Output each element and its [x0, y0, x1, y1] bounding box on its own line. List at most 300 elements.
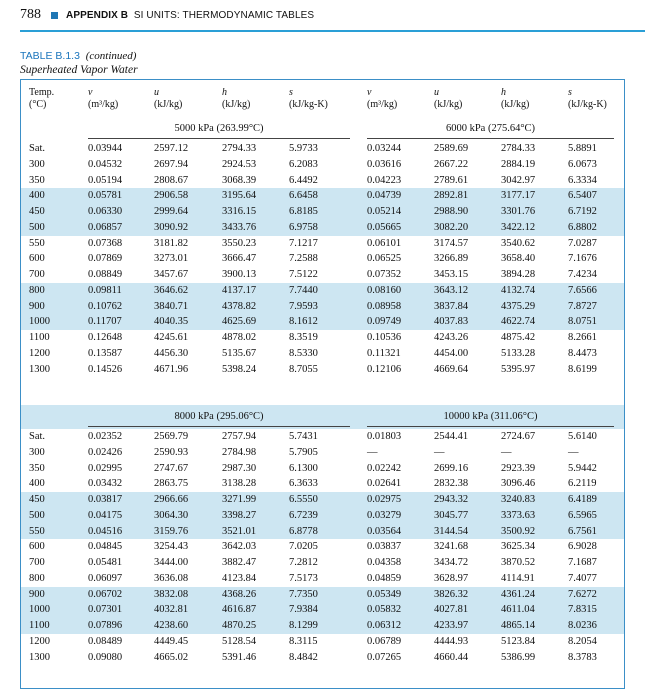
table-cell: 0.09080: [88, 651, 123, 663]
table-cell: 0.05665: [367, 221, 402, 233]
table-row: [21, 526, 624, 542]
table-cell: 4456.30: [154, 347, 189, 359]
table-cell: 7.5122: [289, 269, 318, 280]
header-unit: (kJ/kg-K): [289, 99, 328, 110]
header-symbol: u: [434, 87, 439, 98]
table-cell: 6.8778: [289, 525, 318, 537]
table-cell: 6.9028: [568, 541, 597, 553]
table-cell: 3177.17: [501, 190, 536, 202]
table-cell: 1200: [29, 635, 50, 647]
table-row: [21, 620, 624, 636]
table-cell: 3254.43: [154, 541, 189, 553]
table-cell: 0.07368: [88, 237, 123, 249]
table-cell: 0.05214: [367, 206, 402, 217]
table-cell: 3090.92: [154, 221, 189, 233]
table-cell: 3042.97: [501, 174, 536, 186]
table-cell: —: [568, 446, 579, 458]
table-cell: 450: [29, 206, 45, 217]
table-cell: 3271.99: [222, 494, 257, 505]
table-cell: 0.05349: [367, 588, 402, 600]
table-cell: 7.0205: [289, 541, 318, 553]
table-cell: 5.8891: [568, 143, 597, 154]
table-cell: 900: [29, 300, 45, 312]
table-cell: 500: [29, 509, 45, 521]
table-row: [21, 143, 624, 159]
table-cell: 2924.53: [222, 158, 257, 170]
table-cell: 3457.67: [154, 269, 189, 280]
table-cell: 550: [29, 237, 45, 249]
table-cell: 6.7239: [289, 509, 318, 521]
table-cell: 7.1217: [289, 237, 318, 249]
header-rule: [20, 30, 645, 32]
table-cell: 2747.67: [154, 462, 189, 474]
table-cell: 0.03944: [88, 143, 123, 154]
header-temp-unit: (°C): [29, 99, 47, 110]
table-cell: 2943.32: [434, 494, 469, 505]
table-cell: 2808.67: [154, 174, 189, 186]
table-cell: 2906.58: [154, 190, 189, 202]
table-cell: 0.04516: [88, 525, 123, 537]
table-row: [21, 636, 624, 652]
table-cell: 2757.94: [222, 431, 257, 442]
table-cell: 4361.24: [501, 588, 536, 600]
table-cell: 7.1687: [568, 557, 597, 568]
table-cell: 7.8315: [568, 604, 597, 616]
steam-table: [20, 79, 625, 689]
table-cell: 0.02975: [367, 494, 402, 505]
table-cell: 3316.15: [222, 206, 257, 217]
table-cell: 3550.23: [222, 237, 257, 249]
table-cell: 3064.30: [154, 509, 189, 521]
table-cell: 0.03432: [88, 478, 123, 490]
table-cell: 0.07265: [367, 651, 402, 663]
table-cell: 6.8802: [568, 221, 597, 233]
table-cell: 3643.12: [434, 284, 469, 296]
table-cell: 3373.63: [501, 509, 536, 521]
table-cell: 2724.67: [501, 431, 536, 442]
table-cell: 8.2661: [568, 332, 597, 343]
table-cell: —: [367, 446, 378, 458]
table-continued: (continued): [85, 50, 137, 62]
table-cell: 3628.97: [434, 572, 469, 584]
table-cell: 0.05194: [88, 174, 123, 186]
header-symbol: h: [222, 87, 227, 98]
table-cell: 5391.46: [222, 651, 257, 663]
table-cell: 0.02995: [88, 462, 123, 474]
table-cell: 300: [29, 446, 45, 458]
table-cell: 300: [29, 158, 45, 170]
table-cell: 0.07301: [88, 604, 123, 616]
table-cell: 0.08160: [367, 284, 402, 296]
table-label: [20, 50, 136, 62]
appendix-title: SI UNITS: THERMODYNAMIC TABLES: [133, 9, 315, 21]
table-cell: 550: [29, 525, 45, 537]
table-cell: 0.02641: [367, 478, 402, 490]
table-cell: 2789.61: [434, 174, 469, 186]
table-cell: Sat.: [29, 143, 46, 154]
table-cell: 3138.28: [222, 478, 257, 490]
header-unit: (kJ/kg): [154, 99, 183, 110]
table-cell: 0.06857: [88, 221, 123, 233]
header-temp: Temp.: [29, 87, 55, 98]
section-right-rule: [367, 138, 614, 139]
section-left-rule: [88, 138, 350, 139]
table-cell: 0.10536: [367, 332, 402, 343]
table-cell: 4671.96: [154, 363, 189, 375]
table-cell: 0.08489: [88, 635, 123, 647]
table-cell: 4870.25: [222, 620, 257, 631]
table-cell: 1100: [29, 620, 50, 631]
table-cell: 0.03564: [367, 525, 402, 537]
table-cell: 3181.82: [154, 237, 189, 249]
table-cell: 2589.69: [434, 143, 469, 154]
table-cell: 3082.20: [434, 221, 469, 233]
page-number: 788: [20, 7, 41, 22]
table-row: [21, 238, 624, 254]
header-unit: (m³/kg): [367, 99, 398, 110]
table-cell: 8.5330: [289, 347, 318, 359]
table-cell: 4233.97: [434, 620, 469, 631]
table-row: [21, 316, 624, 332]
header-symbol: u: [154, 87, 159, 98]
table-cell: 700: [29, 269, 45, 280]
table-cell: 0.10762: [88, 300, 123, 312]
table-cell: 8.0236: [568, 620, 597, 631]
table-cell: 6.4189: [568, 494, 597, 505]
table-cell: 7.5173: [289, 572, 318, 584]
table-row: [21, 463, 624, 479]
header-unit: (kJ/kg): [434, 99, 463, 110]
table-cell: 900: [29, 588, 45, 600]
section-left-rule: [88, 426, 350, 427]
table-cell: 5135.67: [222, 347, 257, 359]
table-cell: 0.06101: [367, 237, 402, 249]
table-cell: 4449.45: [154, 635, 189, 647]
table-cell: 4865.14: [501, 620, 536, 631]
table-cell: 0.04223: [367, 174, 402, 186]
table-cell: 3625.34: [501, 541, 536, 553]
header-symbol: v: [88, 87, 93, 98]
table-cell: 3540.62: [501, 237, 536, 249]
table-cell: 7.4077: [568, 572, 597, 584]
table-cell: 1300: [29, 363, 50, 375]
header-unit: (kJ/kg-K): [568, 99, 607, 110]
table-cell: 7.6566: [568, 284, 597, 296]
table-cell: 2544.41: [434, 431, 469, 442]
table-cell: 7.2588: [289, 253, 318, 265]
header-symbol: s: [289, 87, 293, 98]
table-cell: 8.3115: [289, 635, 318, 647]
table-cell: 0.07352: [367, 269, 402, 280]
table-row: [21, 332, 624, 348]
table-cell: 0.06312: [367, 620, 402, 631]
header-unit: (kJ/kg): [222, 99, 251, 110]
table-cell: 0.05481: [88, 557, 123, 568]
table-cell: 0.04175: [88, 509, 123, 521]
table-cell: 5395.97: [501, 363, 536, 375]
table-cell: 6.7192: [568, 206, 597, 217]
table-cell: 700: [29, 557, 45, 568]
table-cell: 7.9593: [289, 300, 318, 312]
table-cell: 4243.26: [434, 332, 469, 343]
table-cell: 6.1300: [289, 462, 318, 474]
table-cell: 8.2054: [568, 635, 597, 647]
table-cell: 6.9758: [289, 221, 318, 233]
table-cell: 6.3633: [289, 478, 318, 490]
table-cell: 2784.33: [501, 143, 536, 154]
table-cell: 8.1299: [289, 620, 318, 631]
table-cell: 4454.00: [434, 347, 469, 359]
table-cell: 3658.40: [501, 253, 536, 265]
table-row: [21, 557, 624, 573]
table-cell: 0.07869: [88, 253, 123, 265]
table-cell: 0.03244: [367, 143, 402, 154]
table-cell: 4114.91: [501, 572, 535, 584]
table-cell: 4660.44: [434, 651, 469, 663]
table-cell: 1000: [29, 316, 50, 328]
table-cell: 6.0673: [568, 158, 597, 170]
table-cell: 6.2119: [568, 478, 597, 490]
table-cell: 3826.32: [434, 588, 469, 600]
table-cell: 4375.29: [501, 300, 536, 312]
table-number: TABLE B.1.3: [20, 50, 80, 62]
table-cell: 0.06789: [367, 635, 402, 647]
table-row: [21, 431, 624, 447]
table-cell: 0.03817: [88, 494, 123, 505]
table-cell: 4032.81: [154, 604, 189, 616]
table-cell: 2590.93: [154, 446, 189, 458]
table-cell: 7.7350: [289, 588, 318, 600]
table-row: [21, 159, 624, 175]
table-cell: 4137.17: [222, 284, 257, 296]
table-cell: 4665.02: [154, 651, 189, 663]
table-cell: 6.4492: [289, 174, 318, 186]
table-cell: 3500.92: [501, 525, 536, 537]
table-cell: 350: [29, 462, 45, 474]
table-cell: 4444.93: [434, 635, 469, 647]
table-cell: 4622.74: [501, 316, 536, 328]
header-symbol: v: [367, 87, 372, 98]
table-cell: 3832.08: [154, 588, 189, 600]
table-cell: 3096.46: [501, 478, 536, 490]
table-cell: 1300: [29, 651, 50, 663]
table-cell: 5.7905: [289, 446, 318, 458]
table-cell: 6.5550: [289, 494, 318, 505]
table-cell: 0.02242: [367, 462, 402, 474]
table-cell: 8.4842: [289, 651, 318, 663]
table-cell: 7.6272: [568, 588, 597, 600]
table-cell: 2966.66: [154, 494, 189, 505]
page-header: [20, 5, 314, 25]
table-cell: 3900.13: [222, 269, 257, 280]
table-cell: 3422.12: [501, 221, 536, 233]
header-square-icon: [51, 12, 58, 19]
table-cell: 0.13587: [88, 347, 123, 359]
table-cell: 0.08958: [367, 300, 402, 312]
table-subtitle: Superheated Vapor Water: [20, 64, 138, 76]
table-cell: 3398.27: [222, 509, 257, 521]
table-cell: 3301.76: [501, 206, 536, 217]
header-unit: (kJ/kg): [501, 99, 530, 110]
table-cell: 0.06330: [88, 206, 123, 217]
table-cell: 450: [29, 494, 45, 505]
table-row: [21, 541, 624, 557]
table-cell: 0.04859: [367, 572, 402, 584]
table-cell: 400: [29, 478, 45, 490]
table-cell: 6.6458: [289, 190, 318, 202]
table-cell: 7.2812: [289, 557, 318, 568]
table-cell: 4037.83: [434, 316, 469, 328]
table-cell: 0.14526: [88, 363, 123, 375]
table-cell: 0.11321: [367, 347, 401, 359]
table-cell: 3882.47: [222, 557, 257, 568]
table-cell: 5398.24: [222, 363, 257, 375]
table-cell: 5123.84: [501, 635, 536, 647]
table-cell: 6.7561: [568, 525, 597, 537]
table-cell: 1200: [29, 347, 50, 359]
table-cell: 350: [29, 174, 45, 186]
table-cell: 0.03279: [367, 509, 402, 521]
table-cell: 600: [29, 541, 45, 553]
section-right-rule: [367, 426, 614, 427]
table-cell: 7.9384: [289, 604, 318, 616]
table-cell: 3642.03: [222, 541, 257, 553]
table-cell: 0.09811: [88, 284, 122, 296]
table-cell: 6.3334: [568, 174, 597, 186]
table-cell: 2923.39: [501, 462, 536, 474]
table-cell: 3433.76: [222, 221, 257, 233]
table-cell: 0.12648: [88, 332, 123, 343]
table-cell: 0.06097: [88, 572, 123, 584]
table-cell: 3837.84: [434, 300, 469, 312]
table-cell: 0.08849: [88, 269, 123, 280]
table-cell: 0.04532: [88, 158, 123, 170]
table-cell: 600: [29, 253, 45, 265]
table-cell: 8.6199: [568, 363, 597, 375]
table-cell: 6.8185: [289, 206, 318, 217]
table-cell: 0.04845: [88, 541, 123, 553]
table-cell: 5133.28: [501, 347, 536, 359]
table-cell: 8.7055: [289, 363, 318, 375]
table-cell: 5.9442: [568, 462, 597, 474]
table-cell: 6.2083: [289, 158, 318, 170]
table-cell: —: [501, 446, 512, 458]
table-cell: 3144.54: [434, 525, 469, 537]
table-cell: 0.04358: [367, 557, 402, 568]
table-cell: 4132.74: [501, 284, 536, 296]
table-cell: 3666.47: [222, 253, 257, 265]
table-cell: 3266.89: [434, 253, 469, 265]
table-cell: 0.09749: [367, 316, 402, 328]
table-cell: 0.01803: [367, 431, 402, 442]
table-cell: 2863.75: [154, 478, 189, 490]
table-cell: 7.0287: [568, 237, 597, 249]
table-cell: 2794.33: [222, 143, 257, 154]
appendix-label: APPENDIX B: [66, 9, 129, 21]
table-cell: 7.7440: [289, 284, 318, 296]
header-unit: (m³/kg): [88, 99, 119, 110]
table-cell: 3195.64: [222, 190, 257, 202]
table-cell: 2892.81: [434, 190, 469, 202]
table-cell: 0.03616: [367, 158, 402, 170]
table-row: [21, 364, 624, 380]
table-cell: 2784.98: [222, 446, 257, 458]
table-cell: 0.07896: [88, 620, 123, 631]
table-row: [21, 222, 624, 238]
table-cell: 0.03837: [367, 541, 402, 553]
table-cell: Sat.: [29, 431, 46, 442]
table-cell: 800: [29, 572, 45, 584]
table-cell: 3045.77: [434, 509, 469, 521]
table-cell: 8.4473: [568, 347, 597, 359]
table-cell: 2597.12: [154, 143, 189, 154]
table-cell: 4878.02: [222, 332, 257, 343]
table-cell: —: [434, 446, 445, 458]
table-row: [21, 652, 624, 668]
table-cell: 800: [29, 284, 45, 296]
table-cell: 4368.26: [222, 588, 257, 600]
table-cell: 3434.72: [434, 557, 469, 568]
table-cell: 3894.28: [501, 269, 536, 280]
table-cell: 2884.19: [501, 158, 536, 170]
table-cell: 5386.99: [501, 651, 536, 663]
table-cell: 2832.38: [434, 478, 469, 490]
section-left-title: 8000 kPa (295.06°C): [174, 411, 264, 422]
table-cell: 0.06702: [88, 588, 123, 600]
table-cell: 1000: [29, 604, 50, 616]
table-cell: 0.02352: [88, 431, 123, 442]
table-cell: 4040.35: [154, 316, 189, 328]
header-symbol: s: [568, 87, 572, 98]
table-cell: 4245.61: [154, 332, 189, 343]
section-right-title: 6000 kPa (275.64°C): [445, 123, 536, 134]
table-cell: 0.05832: [367, 604, 402, 616]
table-cell: 3273.01: [154, 253, 189, 265]
table-cell: 3240.83: [501, 494, 536, 505]
table-cell: 8.0751: [568, 316, 597, 328]
table-cell: 5.7431: [289, 431, 318, 442]
table-cell: 6.5965: [568, 509, 597, 521]
header-symbol: h: [501, 87, 506, 98]
table-cell: 3521.01: [222, 525, 257, 537]
table-cell: 7.8727: [568, 300, 597, 312]
table-cell: 4625.69: [222, 316, 257, 328]
table-cell: 7.4234: [568, 269, 597, 280]
table-cell: 4378.82: [222, 300, 257, 312]
table-cell: 4123.84: [222, 572, 257, 584]
table-cell: 3636.08: [154, 572, 189, 584]
table-row: [21, 447, 624, 463]
table-cell: 4027.81: [434, 604, 469, 616]
table-cell: 5128.54: [222, 635, 257, 647]
table-cell: 3174.57: [434, 237, 469, 249]
table-cell: 0.02426: [88, 446, 123, 458]
table-cell: 5.9733: [289, 143, 318, 154]
table-cell: 3159.76: [154, 525, 189, 537]
table-cell: 4238.60: [154, 620, 189, 631]
table-cell: 4611.04: [501, 604, 535, 616]
table-cell: 3646.62: [154, 284, 189, 296]
table-row: [21, 348, 624, 364]
table-cell: 0.04739: [367, 190, 402, 202]
section-left-title: 5000 kPa (263.99°C): [174, 123, 264, 134]
table-cell: 2667.22: [434, 158, 469, 170]
table-cell: 7.1676: [568, 253, 597, 265]
table-cell: 8.1612: [289, 316, 318, 328]
table-cell: 0.06525: [367, 253, 402, 265]
table-cell: 2699.16: [434, 462, 469, 474]
table-cell: 2999.64: [154, 206, 189, 217]
